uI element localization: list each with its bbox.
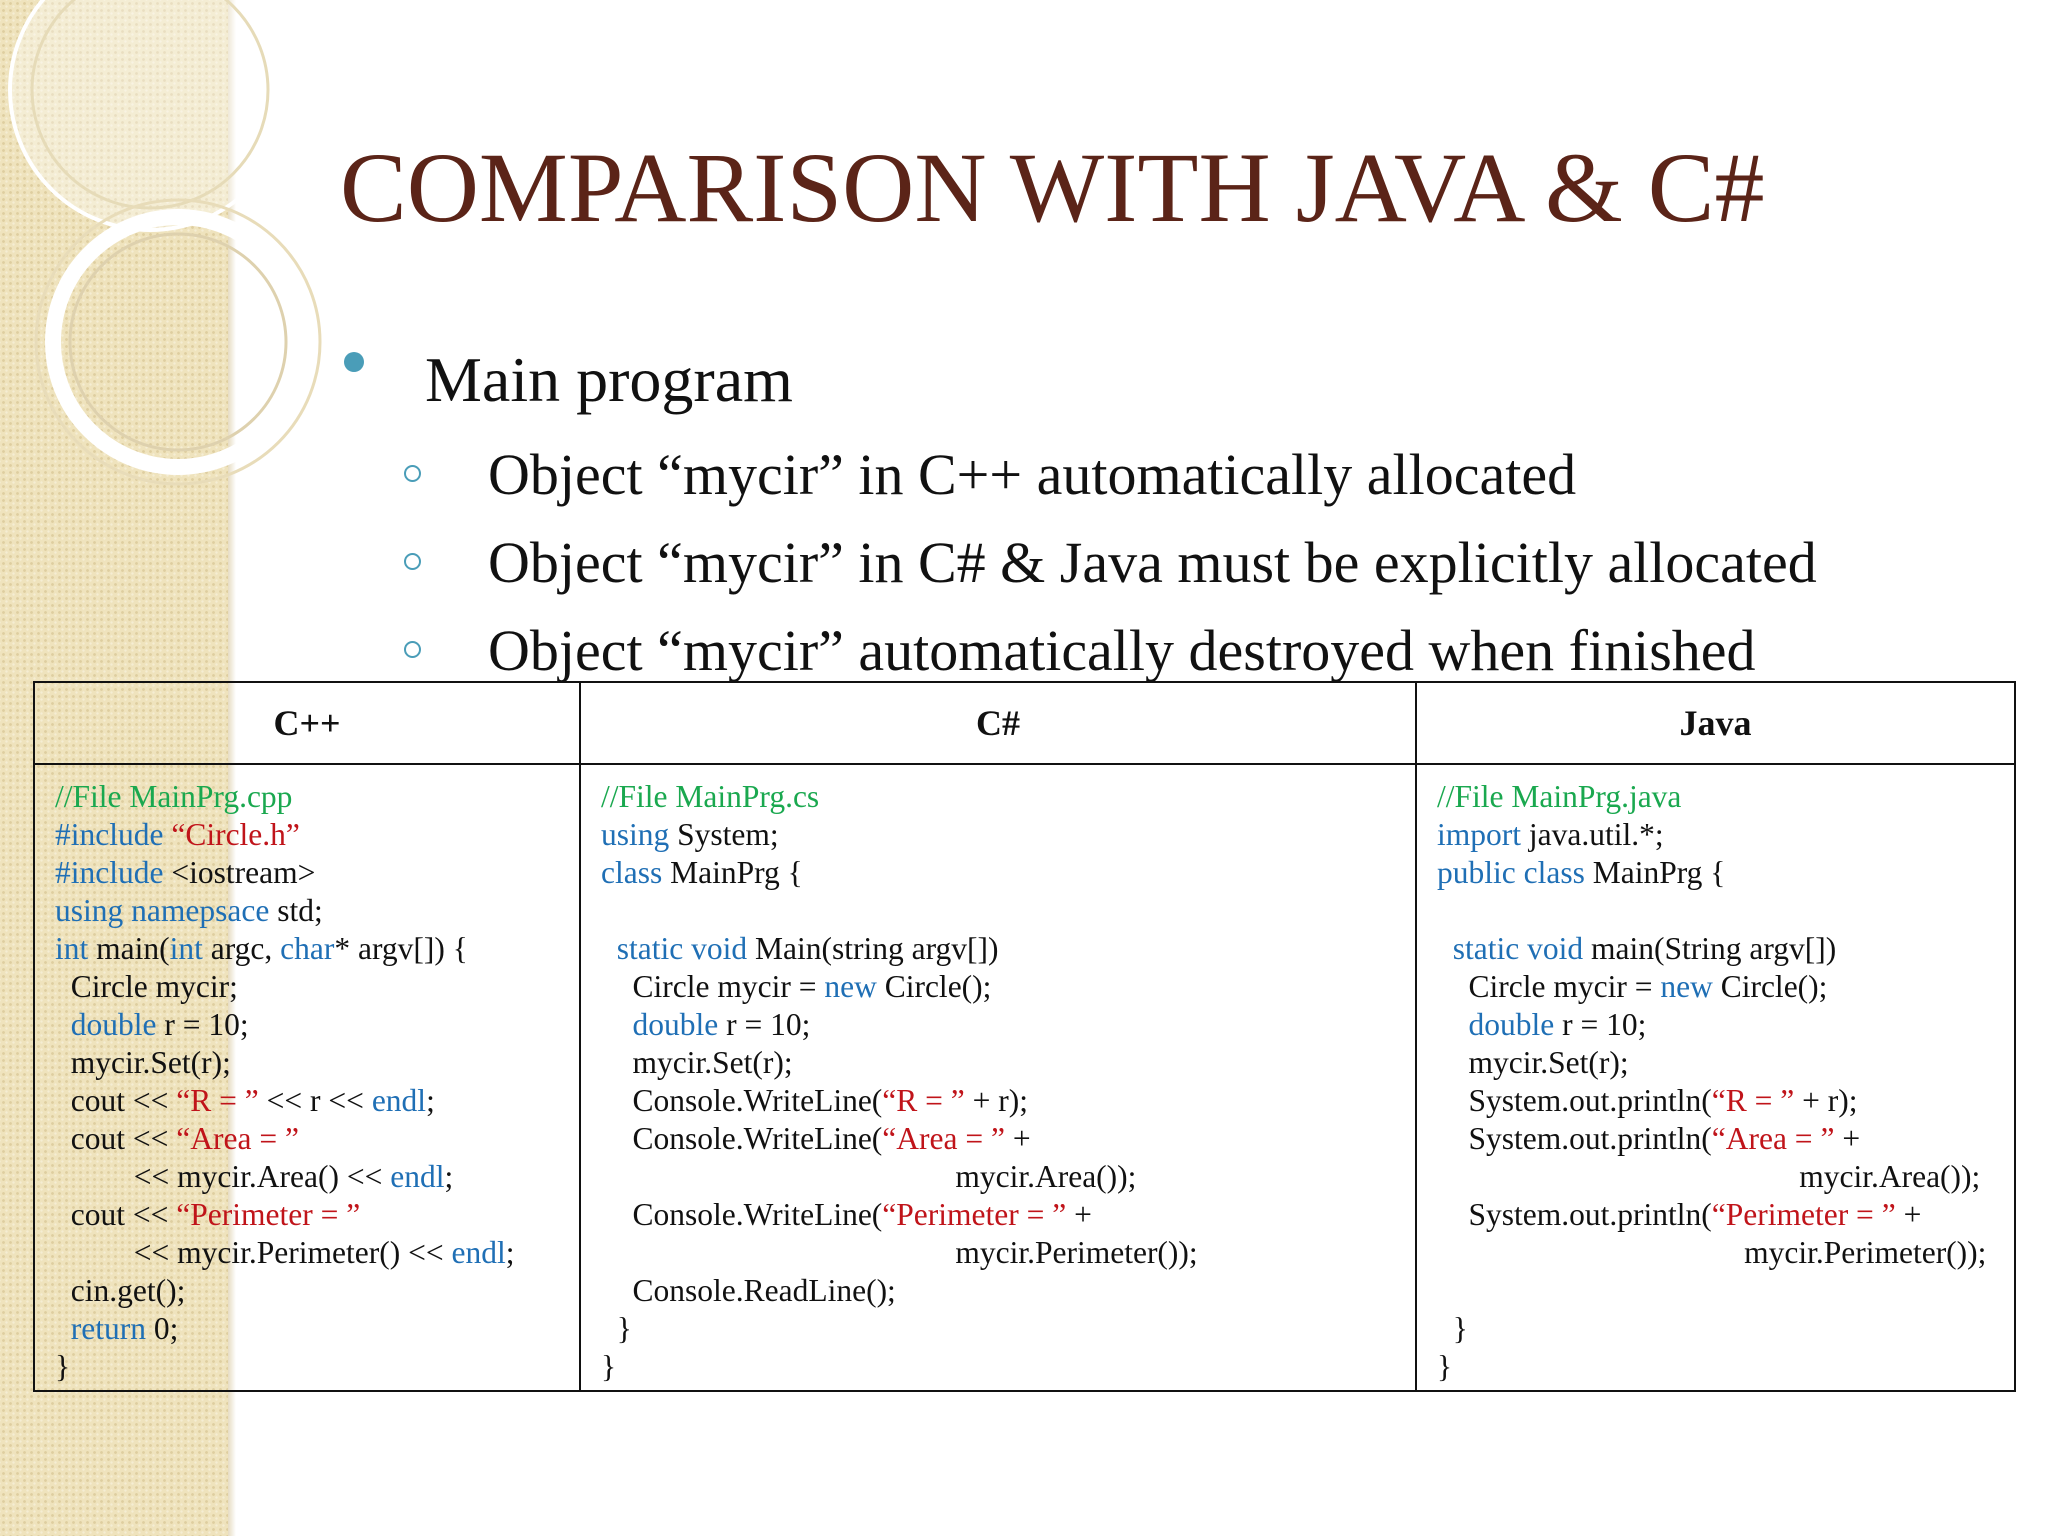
code-line bbox=[55, 1006, 579, 1044]
code-token: “Area = ” bbox=[176, 1121, 299, 1156]
code-token: java.util.*; bbox=[1521, 817, 1664, 852]
code-token: r = 10; bbox=[718, 1007, 811, 1042]
code-token: new bbox=[824, 969, 877, 1004]
code-token: #include bbox=[55, 855, 164, 890]
sub-bullet-explicit-allocation: Object “mycir” in C# & Java must be explicitly allocated bbox=[488, 530, 1817, 595]
code-token: System.out.println( bbox=[1437, 1121, 1712, 1156]
bullet-main-program: Main program bbox=[425, 344, 793, 415]
code-line bbox=[55, 778, 579, 816]
java-code-block bbox=[1437, 778, 2014, 1386]
code-line bbox=[1437, 930, 2014, 968]
code-line bbox=[1437, 1082, 2014, 1120]
java-code-cell bbox=[1416, 764, 2015, 1391]
code-token: Circle mycir = bbox=[601, 969, 825, 1004]
code-line bbox=[601, 1044, 1415, 1082]
code-line bbox=[55, 854, 579, 892]
code-token: + r); bbox=[1794, 1083, 1858, 1118]
cpp-code-block bbox=[55, 778, 579, 1386]
code-line bbox=[601, 816, 1415, 854]
code-token: + r); bbox=[964, 1083, 1029, 1118]
code-line bbox=[1437, 1120, 2014, 1158]
code-token: endl bbox=[371, 1083, 427, 1118]
decorative-rings bbox=[0, 0, 420, 560]
code-line bbox=[1437, 1158, 2014, 1196]
code-token: new bbox=[1660, 969, 1713, 1004]
code-token: using namepsace bbox=[55, 893, 270, 928]
code-token: //File MainPrg.cpp bbox=[55, 779, 293, 814]
code-token: } bbox=[1437, 1349, 1453, 1384]
code-token: std; bbox=[269, 893, 323, 928]
code-token: } bbox=[601, 1311, 632, 1346]
code-token: main(String argv[]) bbox=[1583, 931, 1837, 966]
code-token: mycir.Set(r); bbox=[55, 1045, 231, 1080]
code-token: cout << bbox=[55, 1083, 177, 1118]
code-token: //File MainPrg.java bbox=[1437, 779, 1682, 814]
code-line bbox=[1437, 816, 2014, 854]
code-token: main( bbox=[88, 931, 170, 966]
code-token: using bbox=[601, 817, 670, 852]
code-line bbox=[55, 1082, 579, 1120]
code-line bbox=[1437, 892, 2014, 930]
table-header-row bbox=[34, 682, 2015, 764]
code-token: cin.get(); bbox=[55, 1273, 186, 1308]
code-line bbox=[1437, 1234, 2014, 1272]
csharp-code-block bbox=[601, 778, 1415, 1386]
code-line bbox=[601, 1082, 1415, 1120]
code-token: Console.WriteLine( bbox=[601, 1121, 883, 1156]
code-line bbox=[1437, 778, 2014, 816]
code-token: int bbox=[169, 931, 203, 966]
code-token: Console.ReadLine(); bbox=[601, 1273, 896, 1308]
code-line bbox=[1437, 968, 2014, 1006]
slide-title: COMPARISON WITH JAVA & C# bbox=[340, 132, 1765, 243]
code-token: double bbox=[70, 1007, 157, 1042]
code-token: + bbox=[1066, 1197, 1092, 1232]
code-token: } bbox=[601, 1349, 617, 1384]
code-token: argc, bbox=[202, 931, 281, 966]
code-line bbox=[601, 930, 1415, 968]
code-line bbox=[1437, 1348, 2014, 1386]
code-token: MainPrg { bbox=[1584, 855, 1726, 890]
code-token: * argv[]) { bbox=[334, 931, 468, 966]
code-line bbox=[1437, 1006, 2014, 1044]
code-token: cout << bbox=[55, 1121, 177, 1156]
code-line bbox=[55, 930, 579, 968]
code-line bbox=[55, 1234, 579, 1272]
code-token: “Area = ” bbox=[1711, 1121, 1835, 1156]
code-line bbox=[601, 968, 1415, 1006]
code-token: mycir.Set(r); bbox=[601, 1045, 793, 1080]
sub-bullet-ring-icon bbox=[404, 641, 421, 658]
code-line bbox=[601, 892, 1415, 930]
code-token: + bbox=[1834, 1121, 1861, 1156]
code-token: <iostream> bbox=[163, 855, 316, 890]
code-token: char bbox=[280, 931, 335, 966]
code-token: double bbox=[632, 1007, 719, 1042]
code-token: << mycir.Area() << bbox=[55, 1159, 391, 1194]
code-line bbox=[1437, 1272, 2014, 1310]
code-token: mycir.Set(r); bbox=[1437, 1045, 1629, 1080]
sub-bullet-ring-icon bbox=[404, 553, 421, 570]
code-token: #include bbox=[55, 817, 164, 852]
code-line bbox=[601, 778, 1415, 816]
code-token: << r << bbox=[258, 1083, 372, 1118]
code-token: import bbox=[1437, 817, 1521, 852]
code-token: + bbox=[1895, 1197, 1922, 1232]
code-token: class bbox=[601, 855, 663, 890]
column-header-csharp: C# bbox=[580, 682, 1416, 764]
code-line bbox=[601, 1120, 1415, 1158]
code-line bbox=[601, 1234, 1415, 1272]
code-token: return bbox=[70, 1311, 146, 1346]
code-token: Circle(); bbox=[1712, 969, 1828, 1004]
code-token: “Perimeter = ” bbox=[882, 1197, 1067, 1232]
code-line bbox=[601, 1310, 1415, 1348]
code-line bbox=[55, 816, 579, 854]
code-line bbox=[55, 1044, 579, 1082]
code-token: “Area = ” bbox=[882, 1121, 1005, 1156]
code-token: System.out.println( bbox=[1437, 1083, 1712, 1118]
code-line bbox=[55, 1310, 579, 1348]
code-line bbox=[55, 1196, 579, 1234]
code-token: System; bbox=[669, 817, 779, 852]
code-token: Circle(); bbox=[876, 969, 992, 1004]
comparison-table bbox=[33, 681, 2016, 1392]
code-token: mycir.Area()); bbox=[601, 1159, 1137, 1194]
code-token: Circle mycir = bbox=[1437, 969, 1661, 1004]
code-token: Console.WriteLine( bbox=[601, 1197, 883, 1232]
code-line bbox=[55, 968, 579, 1006]
code-token: double bbox=[1468, 1007, 1555, 1042]
code-token: “R = ” bbox=[176, 1083, 259, 1118]
code-line bbox=[601, 1006, 1415, 1044]
bullet-dot-icon bbox=[344, 352, 364, 372]
code-token: “Perimeter = ” bbox=[176, 1197, 361, 1232]
code-token: endl bbox=[390, 1159, 445, 1194]
code-token bbox=[1437, 931, 1453, 966]
code-token: ; bbox=[444, 1159, 454, 1194]
code-token: MainPrg { bbox=[662, 855, 803, 890]
code-line bbox=[1437, 1044, 2014, 1082]
code-token: mycir.Perimeter()); bbox=[601, 1235, 1198, 1270]
code-token: << mycir.Perimeter() << bbox=[55, 1235, 452, 1270]
code-line bbox=[601, 1158, 1415, 1196]
column-header-cpp: C++ bbox=[34, 682, 580, 764]
code-line bbox=[601, 1196, 1415, 1234]
code-line bbox=[601, 854, 1415, 892]
code-line bbox=[1437, 1310, 2014, 1348]
code-token: 0; bbox=[145, 1311, 179, 1346]
code-token: r = 10; bbox=[1554, 1007, 1647, 1042]
sub-bullet-cpp-allocated: Object “mycir” in C++ automatically allocated bbox=[488, 442, 1577, 507]
code-token: endl bbox=[451, 1235, 506, 1270]
code-token: //File MainPrg.cs bbox=[601, 779, 820, 814]
code-token: “Perimeter = ” bbox=[1711, 1197, 1896, 1232]
code-line bbox=[55, 1272, 579, 1310]
code-token: } bbox=[1437, 1311, 1468, 1346]
code-token bbox=[55, 1311, 71, 1346]
code-token: “R = ” bbox=[1711, 1083, 1795, 1118]
code-token: r = 10; bbox=[156, 1007, 249, 1042]
code-token: + bbox=[1004, 1121, 1031, 1156]
code-token: System.out.println( bbox=[1437, 1197, 1712, 1232]
code-token: mycir.Area()); bbox=[1437, 1159, 1981, 1194]
code-line bbox=[55, 1348, 579, 1386]
code-token: Main(string argv[]) bbox=[747, 931, 999, 966]
code-line bbox=[601, 1348, 1415, 1386]
code-token: } bbox=[55, 1349, 71, 1384]
code-line bbox=[1437, 1196, 2014, 1234]
code-token: Console.WriteLine( bbox=[601, 1083, 883, 1118]
code-token: “Circle.h” bbox=[171, 817, 300, 852]
csharp-code-cell bbox=[580, 764, 1416, 1391]
table-code-row bbox=[34, 764, 2015, 1391]
code-token: static void bbox=[616, 931, 748, 966]
code-token: mycir.Perimeter()); bbox=[1437, 1235, 1987, 1270]
code-line bbox=[601, 1272, 1415, 1310]
code-token bbox=[601, 1007, 633, 1042]
code-token: “R = ” bbox=[882, 1083, 965, 1118]
sub-bullet-destroyed: Object “mycir” automatically destroyed when finished bbox=[488, 618, 1756, 683]
code-line bbox=[55, 1120, 579, 1158]
code-token: public class bbox=[1437, 855, 1585, 890]
code-token bbox=[601, 931, 617, 966]
code-token bbox=[1437, 1007, 1469, 1042]
code-token: static void bbox=[1452, 931, 1584, 966]
code-line bbox=[55, 892, 579, 930]
code-token: Circle mycir; bbox=[55, 969, 238, 1004]
code-line bbox=[55, 1158, 579, 1196]
sub-bullet-ring-icon bbox=[404, 465, 421, 482]
code-line bbox=[1437, 854, 2014, 892]
column-header-java: Java bbox=[1416, 682, 2015, 764]
code-token: cout << bbox=[55, 1197, 177, 1232]
code-token: ; bbox=[505, 1235, 515, 1270]
cpp-code-cell bbox=[34, 764, 580, 1391]
code-token: ; bbox=[426, 1083, 435, 1118]
code-token: int bbox=[55, 931, 89, 966]
code-token bbox=[55, 1007, 71, 1042]
